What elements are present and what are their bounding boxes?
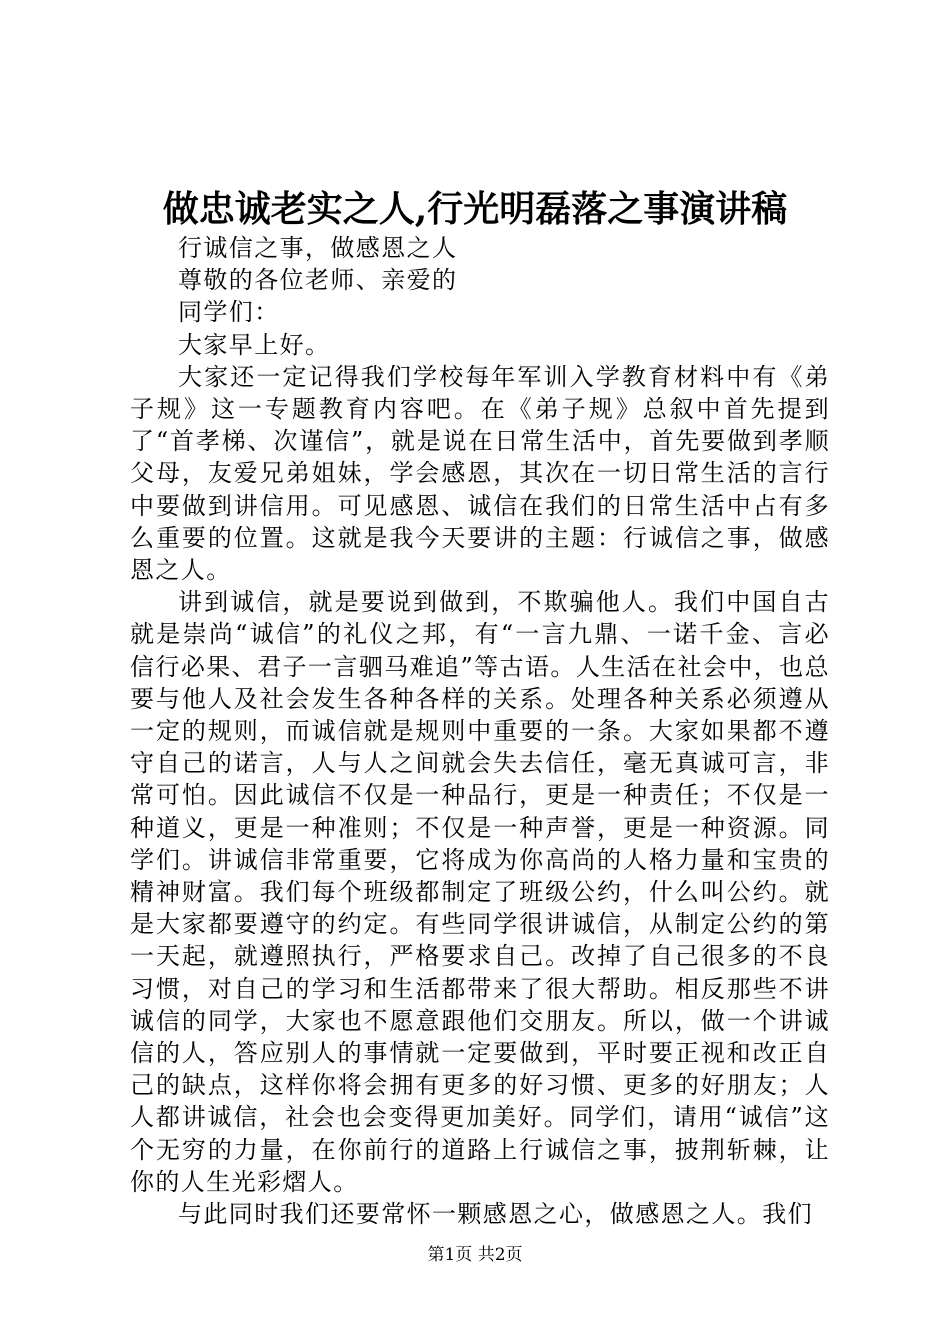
paragraph: 同学们：: [178, 298, 280, 327]
document-body: [130, 232, 830, 1230]
paragraph: 讲到诚信，就是要说到做到，不欺骗他人。我们中国自古就是崇尚“诚信”的礼仪之邦，有“一言九鼎、一诺千金、言必信行必果、君子一言驷马难追”等古语。人生活在社会中，也总要与他人及社会发生各种各样的关系。处理各种关系必须遵从一定的规则，而诚信就是规则中重要的一条。大家如果都不遵守自己的诺言，人与人之间就会失去信任，毫无真诚可言，非常可怕。因此诚信不仅是一种品行，更是一种责任；不仅是一种道义，更是一种准则；不仅是一种声誉，更是一种资源。同学们。讲诚信非常重要，它将成为你高尚的人格力量和宝贵的精神财富。我们每个班级都制定了班级公约，什么叫公约。就是大家都要遵守的约定。有些同学很讲诚信，从制定公约的第一天起，就遵照执行，严格要求自己。改掉了自己很多的不良习惯，对自己的学习和生活都带来了很大帮助。相反那些不讲诚信的同学，大家也不愿意跟他们交朋友。所以，做一个讲诚信的人，答应别人的事情就一定要做到，平时要正视和改正自己的缺点，这样你将会拥有更多的好习惯、更多的好朋友；人人都讲诚信，社会也会变得更加美好。同学们，请用“诚信”这个无穷的力量，在你前行的道路上行诚信之事，披荆斩棘，让你的人生光彩熠人。: [130, 588, 830, 1196]
paragraph: 与此同时我们还要常怀一颗感恩之心，做感恩之人。我们: [178, 1200, 813, 1229]
page-number: 第1页 共2页: [427, 1245, 523, 1265]
paragraph: 行诚信之事，做感恩之人: [178, 234, 458, 262]
document-title: 做忠诚老实之人,行光明磊落之事演讲稿: [162, 188, 788, 230]
paragraph: 尊敬的各位老师、亲爱的: [178, 266, 458, 295]
paragraph: 大家还一定记得我们学校每年军训入学教育材料中有《弟子规》这一专题教育内容吧。在《弟子规》总叙中首先提到了“首孝梯、次谨信”，就是说在日常生活中，首先要做到孝顺父母，友爱兄弟姐妹，学会感恩，其次在一切日常生活的言行中要做到讲信用。可见感恩、诚信在我们的日常生活中占有多么重要的位置。这就是我今天要讲的主题：行诚信之事，做感恩之人。: [130, 362, 830, 585]
paragraph: 大家早上好。: [178, 330, 331, 359]
